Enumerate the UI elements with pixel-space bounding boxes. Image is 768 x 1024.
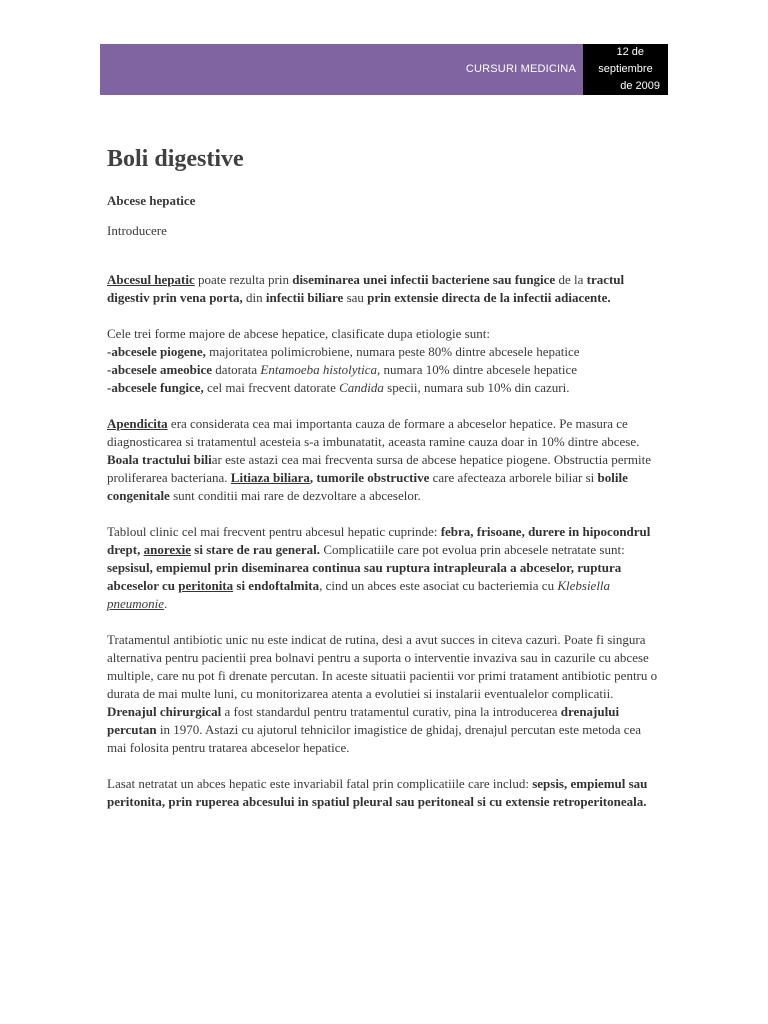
bold-run: sepsis, empiemul sau peritonita, prin ruperea abcesului in spatiul pleural sau peritoneal si cu extensie retroperitoneala. (107, 776, 648, 809)
term-peritonita: peritonita (178, 578, 234, 593)
italic-run: Candida (339, 380, 384, 395)
bold-run: sepsisul, empiemul prin diseminarea continua sau ruptura intrapleurala a abceselor, ruptura abceselor cu (107, 560, 622, 593)
text-run: sunt conditii mai rare de dezvoltare a abceselor. (169, 488, 421, 503)
paragraph-definition (107, 271, 663, 307)
text-run: numara 10% dintre abcesele hepatice (380, 362, 578, 377)
text-run: ar este astazi cea mai frecventa sursa de abcese hepatice piogene. Obstructia permite proliferarea bacteriana. (107, 452, 651, 485)
text-run: Tabloul clinic cel mai frecvent pentru abcesul hepatic cuprinde: (107, 524, 441, 539)
bold-run: prin extensie directa de la infectii adiacente. (367, 290, 611, 305)
bold-run: si endoftalmita (233, 578, 320, 593)
bold-run: bolile congenitale (107, 470, 628, 503)
text-run: Lasat netratat un abces hepatic este invariabil fatal prin complicatiile care includ: (107, 776, 533, 791)
bold-run: diseminarea unei infectii bacteriene sau fungice (292, 272, 556, 287)
bold-run: -abcesele piogene, (107, 344, 206, 359)
text-run: Cele trei forme majore de abcese hepatice, clasificate dupa etiologie sunt: (107, 326, 490, 341)
bold-run: , tumorile obstructive (309, 470, 430, 485)
page-header (100, 44, 668, 95)
text-run: specii, numara sub 10% din cazuri. (383, 380, 570, 395)
header-date (583, 44, 668, 95)
text-run: care afecteaza arborele biliar si (429, 470, 598, 485)
paragraph-treatment (107, 631, 663, 757)
text-run: . (164, 596, 168, 611)
document-body (107, 271, 663, 829)
bold-run: infectii biliare (265, 290, 344, 305)
document-title: Boli digestive (107, 146, 244, 172)
section-subtitle: Abcese hepatice (107, 193, 196, 208)
term-abcesul-hepatic: Abcesul hepatic (107, 272, 195, 287)
bold-run: drenajului percutan (107, 704, 620, 737)
text-run: Tratamentul antibiotic unic nu este indicat de rutina, desi a avut succes in citeva cazuri. Poate fi singura alternativa pentru pacientii prea bolnavi pentru a suporta o interventie invaziva sau in cazurile cu abcese multiple, care nu pot fi drenate percutan. In aceste situatii pacientii vor primi tratament antibiotic pentru o durata de mai multe luni, cu monitorizarea atenta a evolutiei si instalarii eventualelor complicatii. (107, 632, 658, 701)
bold-run: -abcesele fungice, (107, 380, 204, 395)
italic-run: Klebsiella (557, 578, 611, 593)
bold-run: Boala tractului bili (107, 452, 212, 467)
text-run: Complicatiile care pot evolua prin abcesele netratate sunt: (320, 542, 625, 557)
paragraph-classification (107, 325, 663, 397)
paragraph-clinical (107, 523, 663, 613)
text-run: era considerata cea mai importanta cauza de formare a abceselor hepatice. Pe masura ce diagnosticarea si tratamentul acesteia s-a imbunatatit, aceasta ramine cauza doar in 10% dintre abcese. (107, 416, 640, 449)
term-anorexie: anorexie (143, 542, 192, 557)
term-litiaza-biliara: Litiaza biliara (230, 470, 310, 485)
text-run: majoritatea polimicrobiene, numara peste 80% dintre abcesele hepatice (205, 344, 580, 359)
text-run: in 1970. Astazi cu ajutorul tehnicilor imagistice de ghidaj, drenajul percutan este metoda cea mai folosita pentru tratarea abceselor hepatice. (107, 722, 642, 755)
italic-run: Entamoeba histolytica, (260, 362, 381, 377)
term-pneumonie: pneumonie (107, 596, 165, 611)
date-line-2: septiembre (598, 63, 653, 75)
text-run: datorata (212, 362, 261, 377)
bold-run: -abcesele ameobice (107, 362, 213, 377)
text-run: de la (555, 272, 587, 287)
text-run: , cind un abces este asociat cu bacteriemia cu (319, 578, 558, 593)
text-run: din (242, 290, 266, 305)
paragraph-prognosis (107, 775, 663, 811)
date-line-3: de 2009 (620, 80, 660, 92)
header-title: CURSURI MEDICINA (465, 63, 576, 75)
section-intro-heading: Introducere (107, 223, 167, 238)
text-run: poate rezulta prin (194, 272, 293, 287)
bold-run: si stare de rau general. (191, 542, 321, 557)
bold-run: Drenajul chirurgical (107, 704, 222, 719)
text-run: sau (343, 290, 368, 305)
text-run: cel mai frecvent datorate (203, 380, 340, 395)
bold-run: febra, frisoane, durere in hipocondrul drept, (107, 524, 651, 557)
date-line-1: 12 de (616, 46, 644, 58)
term-apendicita: Apendicita (107, 416, 168, 431)
bold-run: tractul digestiv prin vena porta, (107, 272, 625, 305)
paragraph-causes (107, 415, 663, 505)
text-run: a fost standardul pentru tratamentul curativ, pina la introducerea (221, 704, 561, 719)
